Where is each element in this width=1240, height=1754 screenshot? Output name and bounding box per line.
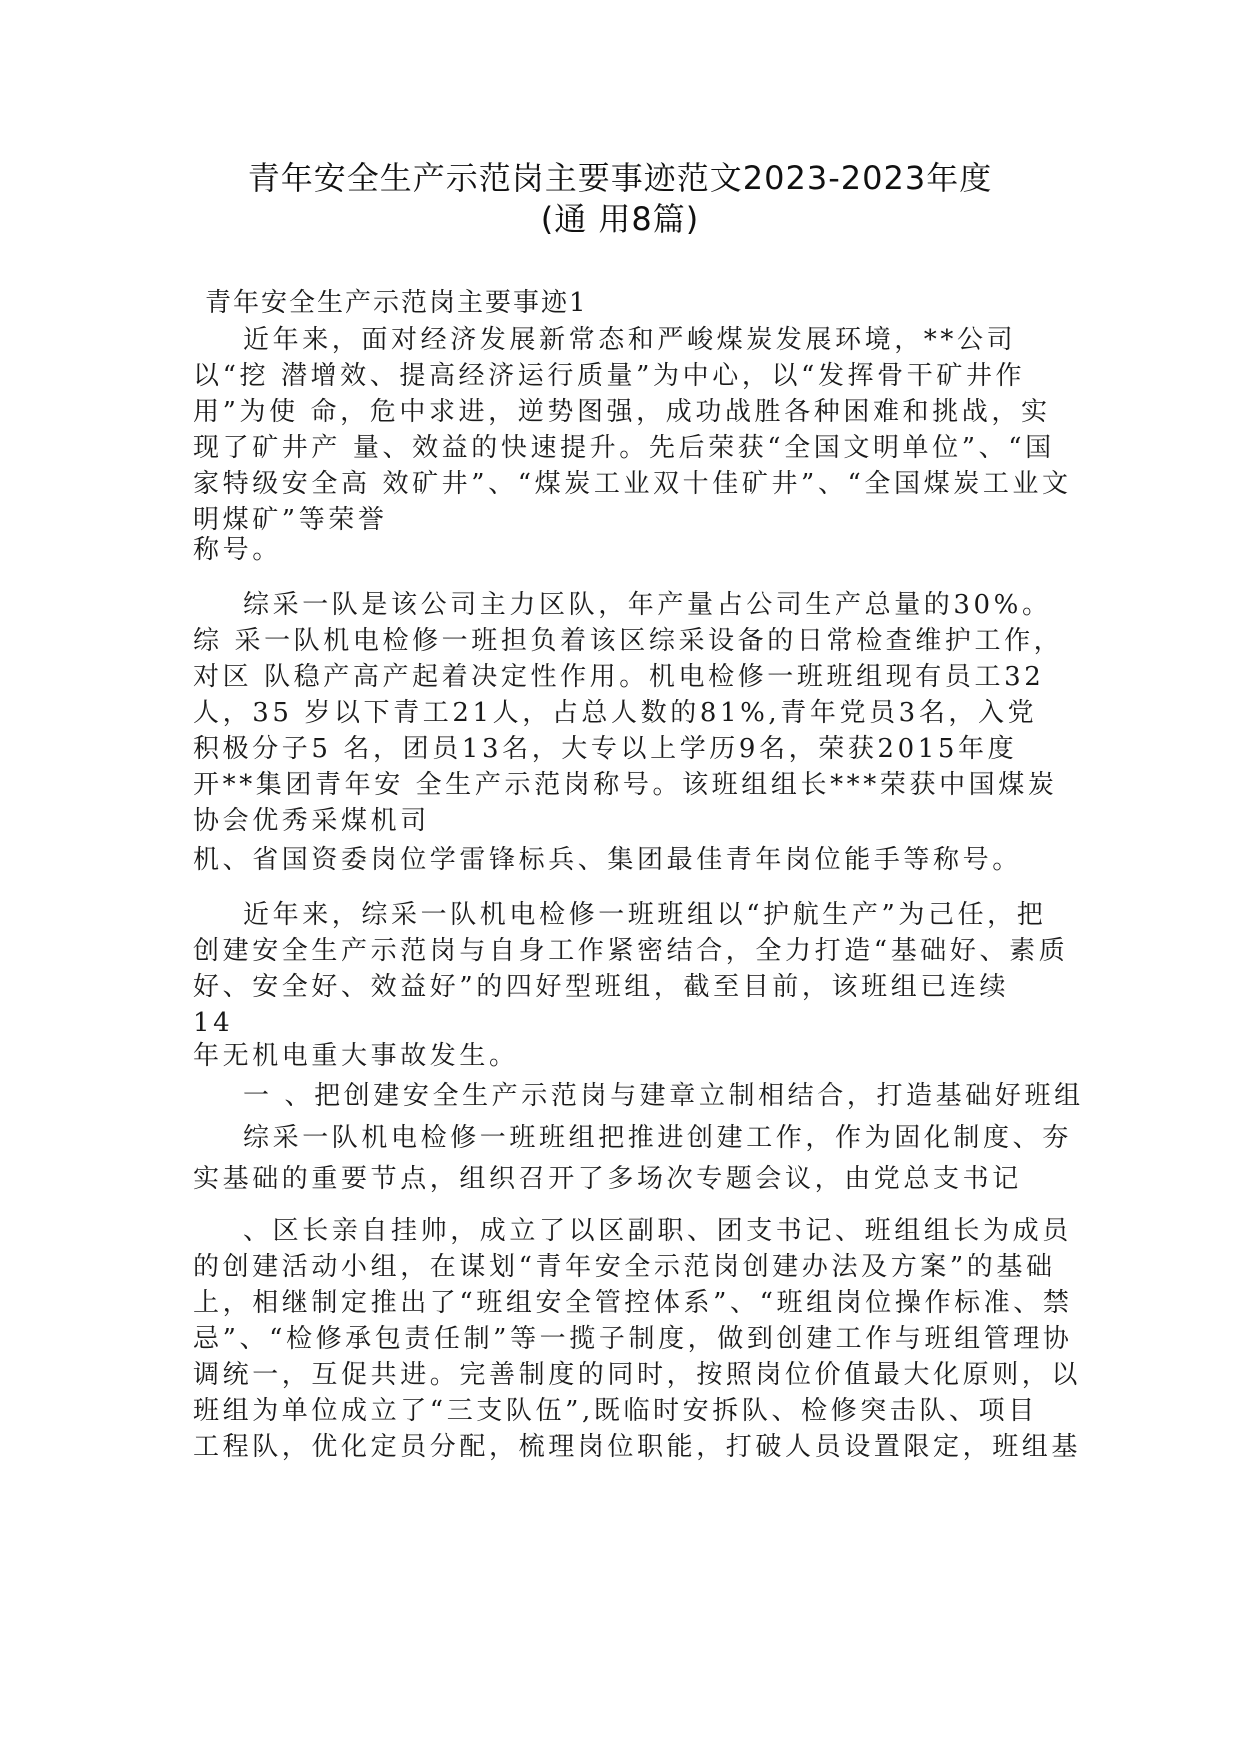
paragraph-line: 工程队，优化定员分配，梳理岗位职能，打破人员设置限定，班组基	[193, 1432, 1082, 1462]
paragraph-line: 14	[193, 1008, 234, 1038]
paragraph-line: 实基础的重要节点，组织召开了多场次专题会议，由党总支书记	[193, 1164, 1022, 1194]
document-title-line-2: (通 用8篇)	[540, 200, 700, 238]
document-title-line-1: 青年安全生产示范岗主要事迹范文2023-2023年度	[247, 159, 993, 197]
paragraph-line: 对区 队稳产高产起着决定性作用。机电检修一班班组现有员工32	[193, 662, 1045, 692]
paragraph-line: 调统一，互促共进。完善制度的同时，按照岗位价值最大化原则，以	[193, 1360, 1082, 1390]
paragraph-line: 年无机电重大事故发生。	[193, 1041, 519, 1071]
paragraph-line: 创建安全生产示范岗与自身工作紧密结合，全力打造“基础好、素质	[193, 936, 1069, 966]
paragraph-line: 综采一队是该公司主力区队，年产量占公司生产总量的30%。	[243, 590, 1052, 620]
section-heading: 青年安全生产示范岗主要事迹1	[205, 288, 588, 318]
paragraph-line: 以“挖 潜增效、提高经济运行质量”为中心，以“发挥骨干矿井作	[193, 361, 1026, 391]
paragraph-line: 忌”、“检修承包责任制”等一揽子制度，做到创建工作与班组管理协	[193, 1324, 1073, 1354]
paragraph-line: 综 采一队机电检修一班担负着该区综采设备的日常检查维护工作，	[193, 626, 1064, 656]
paragraph-line: 积极分子5 名，团员13名，大专以上学历9名，荣获2015年度	[193, 734, 1018, 764]
paragraph-line: 明煤矿”等荣誉	[193, 505, 388, 535]
paragraph-line: 一 、把创建安全生产示范岗与建章立制相结合，打造基础好班组	[243, 1081, 1084, 1111]
paragraph-line: 现了矿井产 量、效益的快速提升。先后荣获“全国文明单位”、“国	[193, 433, 1055, 463]
paragraph-line: 的创建活动小组，在谋划“青年安全示范岗创建办法及方案”的基础	[193, 1252, 1056, 1282]
paragraph-line: 上，相继制定推出了“班组安全管控体系”、“班组岗位操作标准、禁	[193, 1288, 1073, 1318]
paragraph-line: 近年来，综采一队机电检修一班班组以“护航生产”为己任，把	[243, 900, 1047, 930]
paragraph-line: 称号。	[193, 535, 282, 565]
paragraph-line: 机、省国资委岗位学雷锋标兵、集团最佳青年岗位能手等称号。	[193, 845, 1022, 875]
paragraph-line: 家特级安全高 效矿井”、“煤炭工业双十佳矿井”、“全国煤炭工业文	[193, 469, 1072, 499]
paragraph-line: 、区长亲自挂帅，成立了以区副职、团支书记、班组组长为成员	[243, 1216, 1072, 1246]
paragraph-line: 用”为使 命，危中求进，逆势图强，成功战胜各种困难和挑战，实	[193, 397, 1051, 427]
paragraph-line: 人，35 岁以下青工21人，占总人数的81%,青年党员3名，入党	[193, 698, 1038, 728]
paragraph-line: 班组为单位成立了“三支队伍”,既临时安拆队、检修突击队、项目	[193, 1396, 1038, 1426]
paragraph-line: 好、安全好、效益好”的四好型班组，截至目前，该班组已连续	[193, 972, 1010, 1002]
paragraph-line: 开**集团青年安 全生产示范岗称号。该班组组长***荣获中国煤炭	[193, 770, 1058, 800]
paragraph-line: 协会优秀采煤机司	[193, 806, 430, 836]
paragraph-line: 近年来，面对经济发展新常态和严峻煤炭发展环境，**公司	[243, 325, 1017, 355]
paragraph-line: 综采一队机电检修一班班组把推进创建工作，作为固化制度、夯	[243, 1123, 1072, 1153]
